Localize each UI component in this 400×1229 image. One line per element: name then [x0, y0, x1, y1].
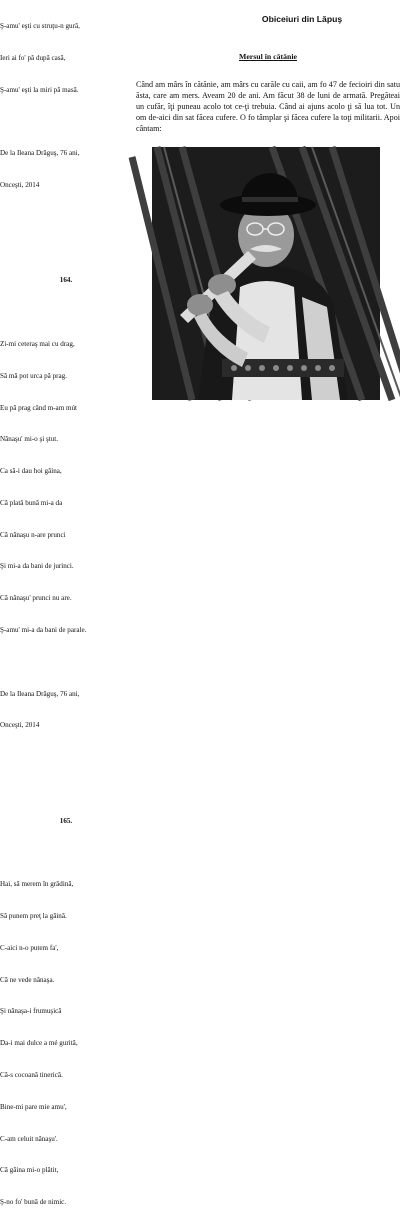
- verse-line: C-aici n-o putem fa',: [0, 943, 59, 952]
- verse-line: Ca să-i dau hoi găina,: [0, 467, 62, 476]
- verse-line: Că plată bună mi-a da: [0, 498, 63, 507]
- photo-illustration: [152, 147, 380, 400]
- poem-number: 164.: [59, 276, 73, 285]
- poem-number: 165.: [59, 816, 73, 825]
- attribution-line: De la Ileana Drăguş, 76 ani,: [0, 149, 80, 158]
- verse-line: Că-s cocoană tinerică.: [0, 1070, 63, 1079]
- verse-line: Eu pă prag când m-am mút: [0, 403, 78, 412]
- verse-line: Ş-amu' mi-a da bani de parale.: [0, 626, 87, 635]
- verse-line: Da-i mai dulce a mé gurită,: [0, 1039, 78, 1048]
- attribution-line: De la Ileana Drăguş, 76 ani,: [0, 689, 80, 698]
- verse-line: Că găina mi-o plătit,: [0, 1166, 59, 1175]
- verse-line: Să punem preţ la găină.: [0, 912, 67, 921]
- attribution-line: Onceşti, 2014: [0, 181, 40, 190]
- verse-line: Şi mi-a da bani de jurinci.: [0, 562, 74, 571]
- verse-line: Zi-mi ceteraş mai cu drag,: [0, 340, 75, 348]
- verse-line: Că nănaşu' prunci nu are.: [0, 594, 72, 603]
- attribution-line: Onceşti, 2014: [0, 721, 40, 730]
- verse-line: Nănaşu' mi-o şi ştut.: [0, 435, 59, 444]
- verse-line: Ieri ai fo' pă după casă,: [0, 53, 66, 62]
- verse-line: Ş-no fo' bună de nimic.: [0, 1198, 67, 1207]
- verse-line: C-am celuit nănaşu'.: [0, 1134, 58, 1143]
- section-title: Obiceiuri din Lăpuş: [261, 14, 343, 24]
- left-column: [0, 0, 132, 1229]
- verse-line: Că ne vede nănaşa.: [0, 975, 55, 984]
- verse-line: Hai, să merem în grădină,: [0, 880, 74, 889]
- body-paragraph: Când am mârs în cătănie, am mârs cu carăle cu caii, am fo 47 de fecioiri din satu ăsta, care am mers. Aveam 20 de ani. Am făcut 38 de luni de armată. Pregăteai un cufăr, îţi puneau acolo tot ce-ţi trebuia. Când ai ajuns acolo ţi să lua tot. Un om de-aici din sat făcea cufere. O fo tâmplar şi făcea cufere la toţi militarii. Apoi cântam:: [136, 80, 400, 133]
- flute-player-photo: [152, 147, 380, 400]
- verse-line: Şi nănaşa-i frumuşică: [0, 1007, 62, 1016]
- verse-line: Ş-amu' eşti cu struţu-n gură,: [0, 22, 80, 31]
- verse-line: Să mă pot urca pă prag.: [0, 371, 67, 380]
- verse-line: Bine-mi pare mie amu',: [0, 1102, 67, 1111]
- section-subtitle: Mersul în cătănie: [238, 52, 298, 61]
- verse-line: Că nănaşu n-are prunci: [0, 530, 66, 539]
- verse-line: Ş-amu' eşti la miri pă masă.: [0, 85, 79, 94]
